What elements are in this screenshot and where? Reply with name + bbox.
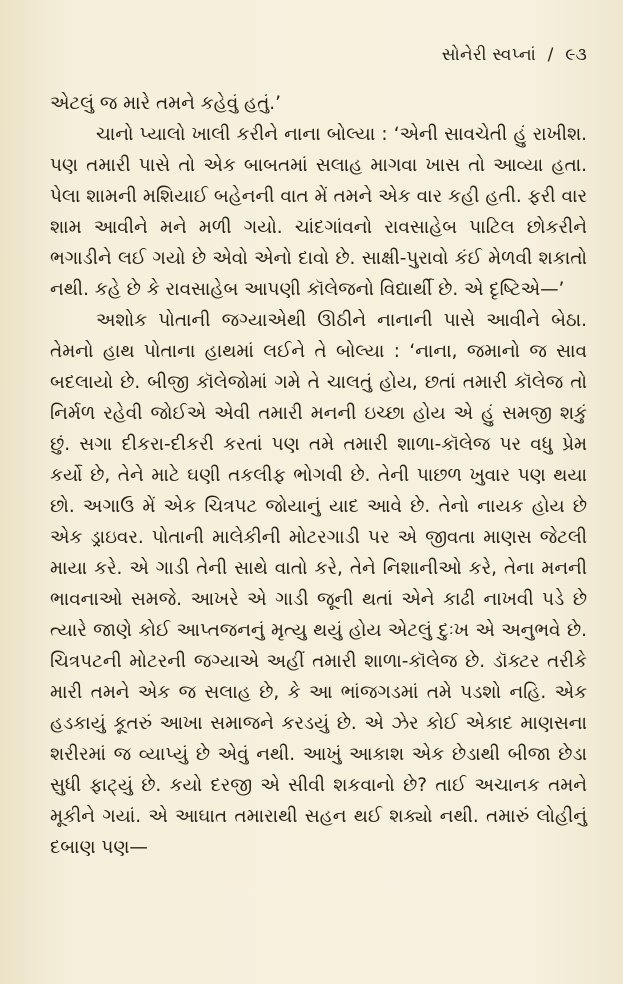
paragraph-nana-speech: ચાનો પ્યાલો ખાલી કરીને નાના બોલ્યા : ‘એની સાવચેતી હું રાખીશ. પણ તમારી પાસે તો એક બાબતમાં સલાહ માગવા ખાસ તો આવ્યા હતા. પેલા શામની મશિયાઈ બહેનની વાત મેં તમને એક વાર કહી હતી. ફરી વાર શામ આવીને મને મળી ગયો. ચાંદગાંવનો રાવસાહેબ પાટિલ છોકરીને ભગાડીને લઈ ગયો છે એવો એનો દાવો છે. સાક્ષી-પુરાવો કંઈ મેળવી શકાતો નથી. કહે છે કે રાવસાહેબ આપણી કૉલેજનો વિદ્યાર્થી છે. એ દૃષ્ટિએ—’ xyxy=(50,124,587,300)
running-header xyxy=(50,40,587,74)
page-body xyxy=(50,88,587,863)
header-separator: / xyxy=(547,45,554,65)
paragraph-ashok-speech: અશોક પોતાની જગ્યાએથી ઊઠીને નાનાની પાસે આવીને બેઠા. તેમનો હાથ પોતાના હાથમાં લઈને તે બોલ્યા : ‘નાના, જમાનો જ સાવ બદલાયો છે. બીજી કૉલેજોમાં ગમે તે ચાલતું હોય, છતાં તમારી કૉલેજ તો નિર્મળ રહેવી જોઈએ એવી તમારી મનની ઇચ્છા હોય એ હું સમજી શકું છું. સગા દીકરા-દીકરી કરતાં પણ તમે તમારી શાળા-કૉલેજ પર વધુ પ્રેમ કર્યો છે, તેને માટે ઘણી તકલીફ ભોગવી છે. તેની પાછળ ખુવાર પણ થયા છો. અગાઉ મેં એક ચિત્રપટ જોયાનું યાદ આવે છે. તેનો નાયક હોય છે એક ડ્રાઇવર. પોતાની માલેકીની મોટરગાડી પર એ જીવતા માણસ જેટલી માયા કરે. એ ગાડી તેની સાથે વાતો કરે, તેને નિશાનીઓ કરે, તેના મનની ભાવનાઓ સમજે. આખરે એ ગાડી જૂની થતાં એને કાઢી નાખવી પડે છે ત્યારે જાણે કોઈ આપ્તજનનું મૃત્યુ થયું હોય એટલું દુઃખ એ અનુભવે છે. ચિત્રપટની મોટરની જગ્યાએ અહીં તમારી શાળા-કૉલેજ છે. ડૉક્ટર તરીકે મારી તમને એક જ સલાહ છે, કે આ ભાંજગડમાં તમે પડશો નહિ. એક હડકાયું કૂતરું આખા સમાજને કરડયું છે. એ ઝેર કોઈ એકાદ માણસના શરીરમાં જ વ્યાપ્યું છે એવું નથી. આખું આકાશ એક છેડાથી બીજા છેડા સુધી ફાટ્યું છે. કયો દરજી એ સીવી શકવાનો છે? તાઈ અચાનક તમને મૂકીને ગયાં. એ આઘાત તમારાથી સહન થઈ શક્યો નથી. તમારું લોહીનું દબાણ પણ— xyxy=(50,310,587,858)
paragraph-continuation: એટલું જ મારે તમને કહેવું હતું.’ xyxy=(50,93,281,114)
running-title: સોનેરી સ્વપ્નાં xyxy=(441,45,537,65)
page-number: ૯૩ xyxy=(565,45,587,65)
